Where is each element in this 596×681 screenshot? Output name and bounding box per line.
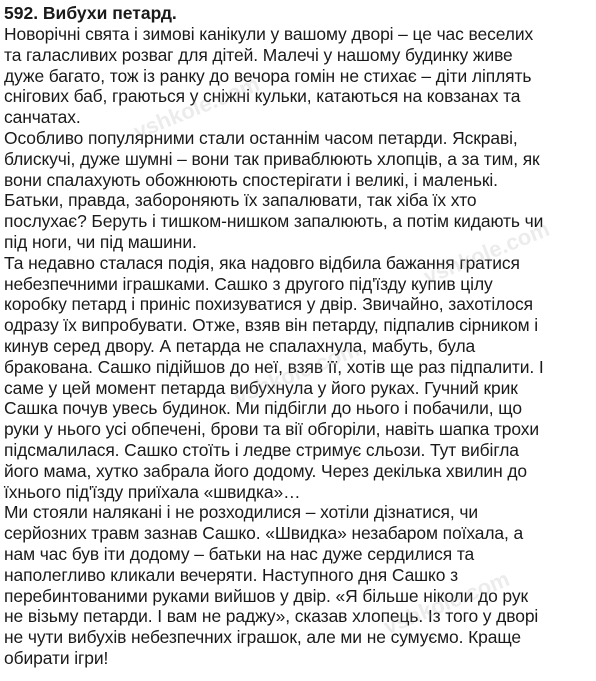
text-line: кинув серед двору. А петарда не спалахнула, мабуть, була [4,335,476,356]
text-line: нам час був іти додому – батьки на нас дуже сердилися та [4,543,475,564]
text-line: Новорічні свята і зимові канікули у вашому дворі – це час веселих [4,24,534,44]
text-line: не чути вибухів небезпечних іграшок, але ми не сумуємо. Краще [4,627,522,648]
text-line: підсмалилася. Сашко стоїть і ледве стримує сльози. Тут вибігла [4,439,519,460]
text-line: Сашка почув увесь будинок. Ми підбігли до нього і побачили, що [4,398,522,419]
text-line: саме у цей момент петарда вибухнула у його руках. Гучний крик [4,377,518,398]
text-line: дуже багато, тож із ранку до вечора гомін не стихає – діти ліплять [4,65,532,86]
text-line: руки у нього усі обпечені, брови та вії обгоріли, навіть шапка трохи [4,419,540,440]
text-line: серйозних травм зазнав Сашко. «Швидка» незабаром поїхала, а [4,523,524,544]
watermark: vshkole.com [419,215,553,290]
text-line: санчатах. [4,107,81,128]
watermark: vshkole.com [379,565,513,640]
text-line: вони спалахують обожнюють спостерігати і великі, і маленькі. [4,169,498,190]
text-line: перебинтованими руками вийшов у двір. «Я більше ніколи до рук [4,585,528,606]
text-line: небезпечними іграшками. Сашко з другого під'їзду купив цілу [4,273,493,294]
text-line: обирати ігри! [4,647,109,668]
text-line: під ноги, чи під машини. [4,231,197,252]
text-line: їхнього під'їзду приїхала «швидка»… [4,481,301,502]
text-line: бракована. Сашко підійшов до неї, взяв її, хотів ще раз підпалити. І [4,356,544,377]
text-line: Та недавно сталася подія, яка надовго відбила бажання гратися [4,252,520,273]
text-line: коробку петард і приніс похизуватися у двір. Звичайно, захотілося [4,294,533,315]
document-page [4,2,592,679]
text-line: Ми стояли налякані і не розходилися – хотіли дізнатися, чи [4,502,478,523]
exercise-title: 592. Вибухи петард. [4,3,177,23]
text-line: одразу їх випробувати. Отже, взяв він петарду, підпалив сірником і [4,315,539,336]
text-line: не візьму петарди. І вам не раджу», сказав хлопець. Із того у дворі [4,606,539,627]
text-line: Особливо популярними стали останнім часом петарди. Яскраві, [4,127,518,148]
watermark: vshkole.com [229,335,363,410]
text-line: та галасливих розваг для дітей. Малечі у нашому будинку живе [4,44,513,65]
watermark: vshkole.com [129,70,263,145]
text-line: послухає? Беруть і тишком-нишком запалюють, а потім кидають чи [4,211,544,232]
exercise-text [4,24,592,669]
text-line: Батьки, правда, забороняють їх запалювати, так хіба їх хто [4,190,477,211]
text-line: снігових баб, граються у сніжні кульки, катаються на ковзанах та [4,86,521,107]
text-line: його мама, хутко забрала його додому. Через декілька хвилин до [4,460,528,481]
text-line: наполегливо кликали вечеряти. Наступного дня Сашко з [4,564,459,585]
text-line: блискучі, дуже шумні – вони так приваблюють хлопців, а за тим, як [4,148,540,169]
